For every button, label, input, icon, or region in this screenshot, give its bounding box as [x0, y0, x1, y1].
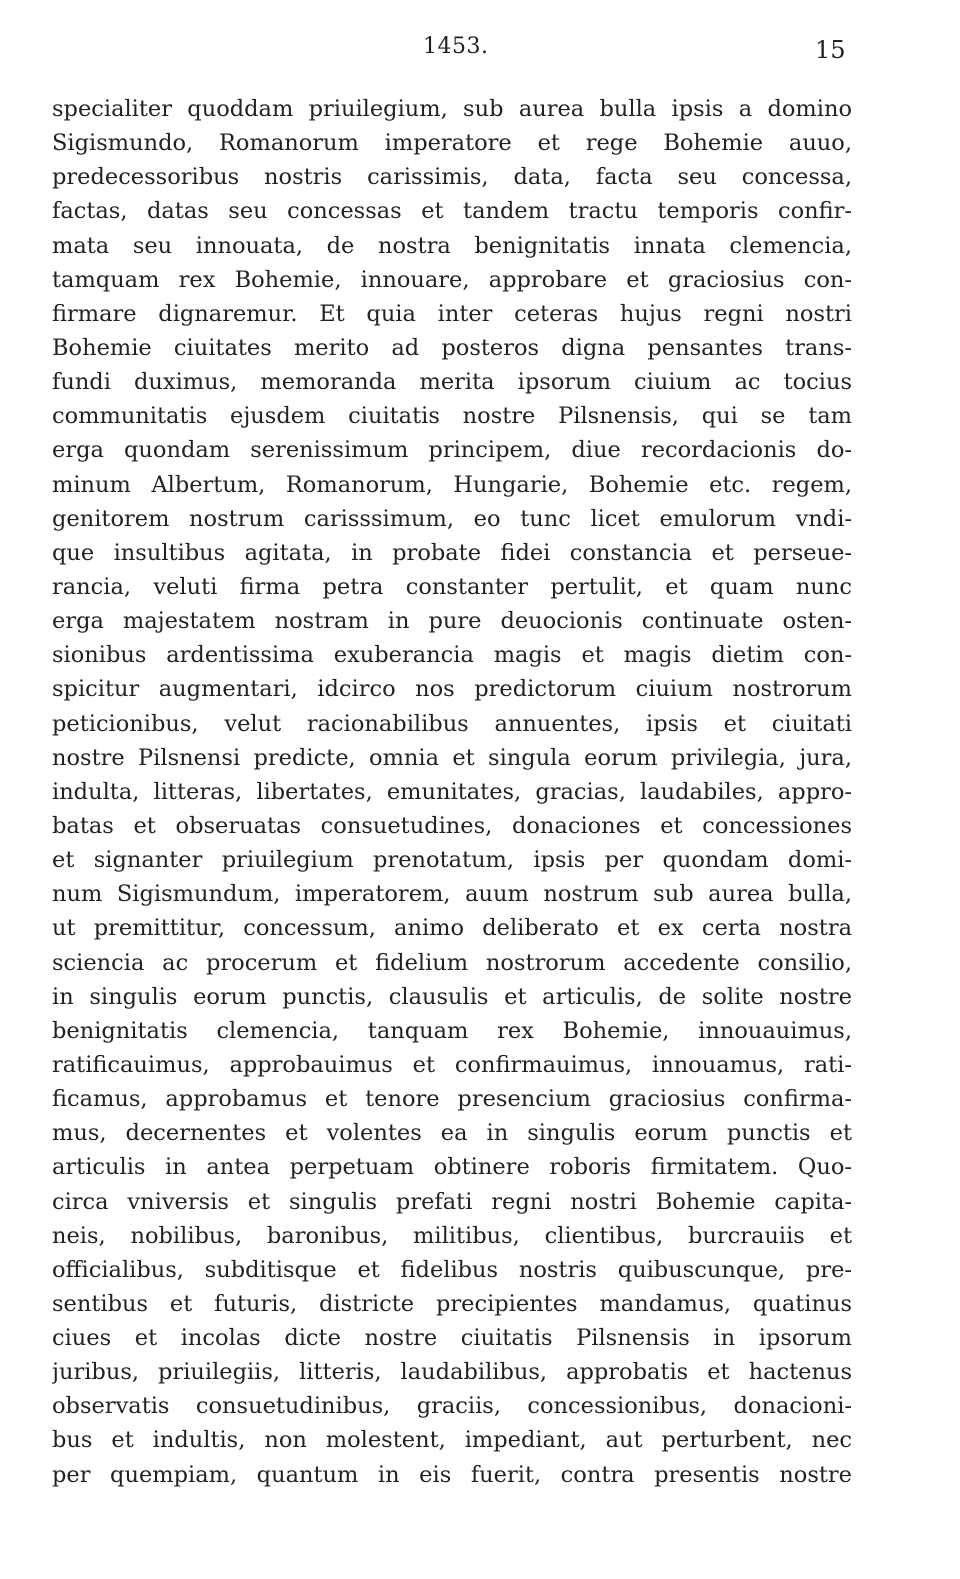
text-line: indulta, litteras, libertates, emunitates, gracias, laudabiles, appro-	[52, 778, 852, 805]
text-line: mus, decernentes et volentes ea in singulis eorum punctis et	[52, 1120, 852, 1147]
text-line: articulis in antea perpetuam obtinere roboris firmitatem. Quo-	[52, 1154, 852, 1181]
text-line: minum Albertum, Romanorum, Hungarie, Bohemie etc. regem,	[52, 471, 852, 498]
text-line: mata seu innouata, de nostra benignitatis innata clemencia,	[52, 232, 852, 259]
text-line: benignitatis clemencia, tanquam rex Bohemie, innouauimus,	[52, 1017, 852, 1044]
text-line: genitorem nostrum carisssimum, eo tunc licet emulorum vndi-	[52, 505, 852, 532]
text-line: fundi duximus, memoranda merita ipsorum ciuium ac tocius	[52, 369, 852, 396]
text-line: per quempiam, quantum in eis fuerit, contra presentis nostre	[52, 1461, 852, 1488]
body-text	[52, 92, 852, 1492]
text-line: officialibus, subditisque et fidelibus nostris quibuscunque, pre-	[52, 1256, 852, 1283]
text-line: ficamus, approbamus et tenore presencium graciosius confirma-	[52, 1086, 852, 1113]
text-line: sciencia ac procerum et fidelium nostrorum accedente consilio,	[52, 949, 852, 976]
text-line: batas et obseruatas consuetudines, donaciones et concessiones	[52, 812, 852, 839]
text-line: rancia, veluti firma petra constanter pertulit, et quam nunc	[52, 573, 852, 600]
text-line: Sigismundo, Romanorum imperatore et rege Bohemie auuo,	[52, 130, 852, 157]
text-line: sionibus ardentissima exuberancia magis et magis dietim con-	[52, 642, 852, 669]
page-number: 15	[815, 36, 846, 64]
text-line: factas, datas seu concessas et tandem tractu temporis confir-	[52, 198, 852, 225]
text-line: nostre Pilsnensi predicte, omnia et singula eorum privilegia, jura,	[52, 744, 852, 771]
text-line: tamquam rex Bohemie, innouare, approbare et graciosius con-	[52, 266, 852, 293]
text-line: predecessoribus nostris carissimis, data, facta seu concessa,	[52, 164, 852, 191]
text-line: ut premittitur, concessum, animo deliberato et ex certa nostra	[52, 915, 852, 942]
text-line: circa vniversis et singulis prefati regni nostri Bohemie capita-	[52, 1188, 852, 1215]
running-head-year: 1453.	[423, 34, 489, 59]
text-line: Bohemie ciuitates merito ad posteros digna pensantes trans-	[52, 334, 852, 361]
text-line: specialiter quoddam priuilegium, sub aurea bulla ipsis a domino	[52, 96, 852, 122]
text-line: erga quondam serenissimum principem, diue recordacionis do-	[52, 437, 852, 464]
text-line: peticionibus, velut racionabilibus annuentes, ipsis et ciuitati	[52, 710, 852, 737]
text-line: sentibus et futuris, districte precipientes mandamus, quatinus	[52, 1290, 852, 1317]
text-line: num Sigismundum, imperatorem, auum nostrum sub aurea bulla,	[52, 881, 852, 908]
text-line: firmare dignaremur. Et quia inter ceteras hujus regni nostri	[52, 300, 852, 327]
text-line: juribus, priuilegiis, litteris, laudabilibus, approbatis et hactenus	[52, 1359, 852, 1386]
text-line: communitatis ejusdem ciuitatis nostre Pilsnensis, qui se tam	[52, 403, 852, 430]
running-head	[0, 34, 960, 64]
text-line: erga majestatem nostram in pure deuocionis continuate osten-	[52, 608, 852, 635]
text-line: que insultibus agitata, in probate fidei constancia et perseue-	[52, 539, 852, 566]
text-line: observatis consuetudinibus, graciis, concessionibus, donacioni-	[52, 1393, 852, 1420]
text-line: spicitur augmentari, idcirco nos predictorum ciuium nostrorum	[52, 676, 852, 703]
text-line: bus et indultis, non molestent, impediant, aut perturbent, nec	[52, 1427, 852, 1454]
text-line: neis, nobilibus, baronibus, militibus, clientibus, burcrauiis et	[52, 1222, 852, 1249]
text-line: ratificauimus, approbauimus et confirmauimus, innouamus, rati-	[52, 1051, 852, 1078]
text-line: in singulis eorum punctis, clausulis et articulis, de solite nostre	[52, 983, 852, 1010]
text-line: et signanter priuilegium prenotatum, ipsis per quondam domi-	[52, 847, 852, 874]
text-line: ciues et incolas dicte nostre ciuitatis Pilsnensis in ipsorum	[52, 1325, 852, 1352]
